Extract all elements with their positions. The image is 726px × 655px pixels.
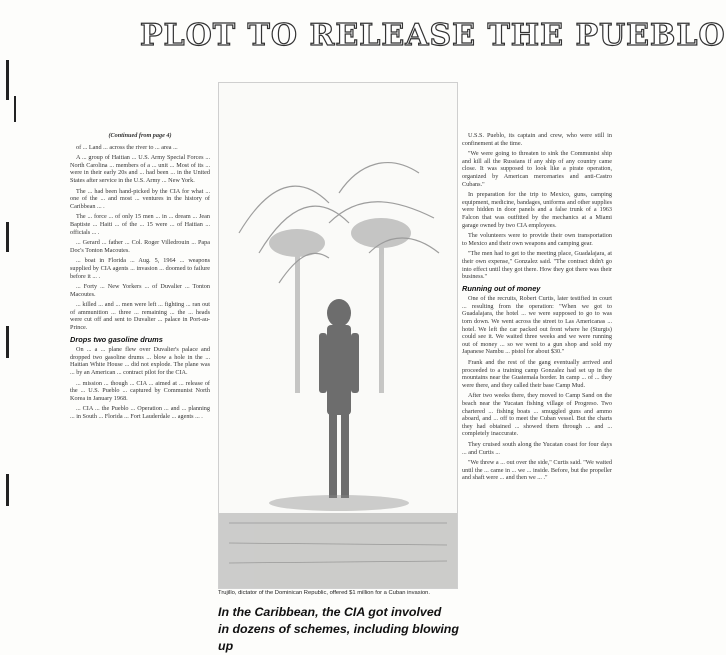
paragraph: After two weeks there, they moved to Camp Sand on the beach near the Yucatan fishing village of Progreso. Two chartered ... fishing boats ... smuggled guns and ammo aboard, and ... off to meet the Cuban vessel. But the charts they had obtained ... showed them through ... and ... completely inaccurate.	[462, 392, 612, 438]
paragraph: ... mission ... though ... CIA ... aimed at ... release of the ... U.S. Pueblo ... captured by Communist North Korea in January 1968.	[70, 379, 210, 402]
paragraph: ... killed ... and ... men were left ... fighting ... ran out of ammunition ... three ... remaining ... the ... heads were cut off and sent to Duvalier ... palace in Port-au-Prince.	[70, 301, 210, 332]
paragraph: "We were going to threaten to sink the Communist ship and kill all the Russians if any ship of any country came close. It was supposed to look like a pirate operation, organized by American mercenaries and anti-Castro Cubans."	[462, 150, 612, 188]
headline: PLOT TO RELEASE THE PUEBLO	[140, 18, 726, 53]
scan-artifact-bar	[14, 96, 16, 122]
paragraph: ... boat in Florida ... Aug. 5, 1964 ... weapons supplied by CIA agents ... invasion ... doomed to failure before it ... .	[70, 257, 210, 280]
deck-line-2: in dozens of schemes, including blowing up	[218, 622, 459, 653]
paragraph: "The men had to get to the meeting place, Guadalajara, at their own expense," Gonzalez said. "The contract didn't go into effect until they got there. How they got there was their business."	[462, 250, 612, 281]
paragraph: ... Forty ... New Yorkers ... of Duvalier ... Tonton Macoutes.	[70, 283, 210, 298]
paragraph: The ... had been hand-picked by the CIA for what ... one of the ... and most ... ventures in the history of Caribbean ... .	[70, 187, 210, 210]
subhead-running-out-of-money: Running out of money	[462, 283, 541, 293]
photo-caption: Trujillo, dictator of the Dominican Republic, offered $1 million for a Cuban invasion.	[218, 590, 431, 596]
paragraph: of ... Land ... across the river to ... area ...	[76, 143, 178, 151]
paragraph: They cruised south along the Yucatan coast for four days ... and Curtis ...	[462, 440, 612, 456]
right-text-column	[462, 132, 612, 637]
left-paragraphs-2	[70, 346, 210, 420]
photo-illustration	[219, 83, 457, 588]
paragraph: Frank and the rest of the gang eventually arrived and proceeded to a training camp Gonzalez had set up in the mountains near the Guatemala border. In camp ... of ... they were there, and they called their base Camp Mud.	[462, 359, 612, 389]
deck-text	[218, 604, 468, 655]
paragraph: In preparation for the trip to Mexico, guns, camping equipment, medicine, bandages, uniforms and other supplies were hidden in door panels and a false trunk of a 1963 Falcon that was outfitted by the mechanics at a Miami garage owned by two CIA employees.	[462, 191, 613, 229]
left-text-column	[70, 132, 210, 637]
scan-artifact-bar	[6, 326, 9, 358]
paragraph: A ... group of Haitian ... U.S. Army Special Forces ... North Carolina ... members of a ... unit ... Most of its ... were in their early 20s and ... had been ... in the United States after service in the U.S. Army ... New York.	[70, 154, 210, 184]
subhead-gasoline-drums: Drops two gasoline drums	[70, 334, 163, 344]
paragraph: ... Gerard ... father ... Col. Roger Villedrouin ... Papa Doc's Tonton Macoutes.	[70, 239, 210, 254]
paragraph: On ... a ... plane flew over Duvalier's palace and dropped two gasoline drums ... blow a hole in the ... Haitian White House ... did not explode. The plane was ... by an American ... contract pilot for the CIA.	[70, 346, 210, 377]
paragraph: The volunteers were to provide their own transportation to Mexico and their own weapons and camping gear.	[462, 232, 612, 247]
scan-artifact-bar	[6, 60, 9, 100]
photo-trujillo	[218, 82, 458, 589]
paragraph: One of the recruits, Robert Curtis, later testified in court ... resulting from the operation: "When we got to Guadalajara, the hotel ... we were supposed to go to was torn down. We went across the street to Las Americanas ... hotel. We left the car packed out front where he (Sturgis) could see it. We waited three weeks and we were running out of money ... so we went to a gun shop and sold my Japanese Nambu ... pistol for about $30."	[462, 295, 612, 356]
paragraph: ... CIA ... the Pueblo ... Operation ... and ... planning ... in South ... Florida ... Fort Lauderdale ... agents ... .	[70, 405, 210, 420]
scan-artifact-bar	[6, 474, 9, 506]
deck-line-1: In the Caribbean, the CIA got involved	[218, 605, 442, 619]
right-paragraphs-2	[462, 295, 612, 482]
paragraph: The ... force ... of only 15 men ... in ... dream ... Jean Baptiste ... Haiti ... of the ... 15 were ... of Haitian ... officials ... .	[70, 213, 210, 236]
left-paragraphs	[70, 144, 210, 332]
continued-note: (Continued from page 4)	[108, 132, 172, 139]
paragraph: U.S.S. Pueblo, its captain and crew, who were still in confinement at the time.	[462, 132, 612, 147]
paragraph: "We threw a ... out over the side," Curtis said. "We waited until the ... came in ... we ... inside. Before, but the propeller and shaft were ... and then we ... ."	[462, 459, 612, 482]
right-paragraphs	[462, 132, 612, 281]
scan-artifact-bar	[6, 222, 9, 252]
